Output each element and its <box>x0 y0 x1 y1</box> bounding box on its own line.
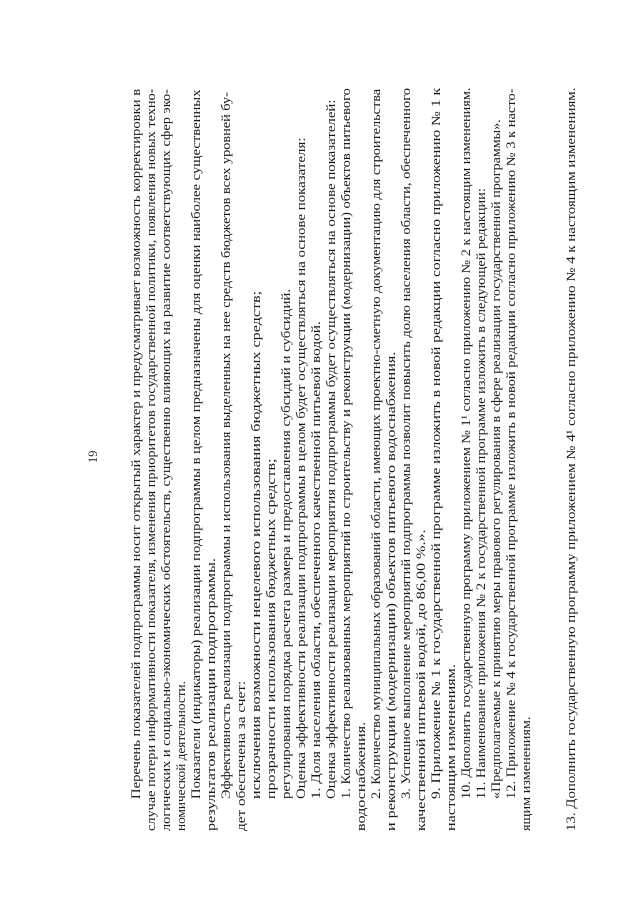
text-line: «Предполагаемые к принятию меры правового регулирования в сфере реализации государственной программы». <box>489 119 503 800</box>
text-line: Оценка эффективности реализации мероприятия подпрограммы будет осуществляться на основе показателей: <box>324 99 338 800</box>
text-line: логических и социально-экономических обстоятельств, существенно влияющих на развитие соответствующих сфер эко- <box>159 89 173 831</box>
text-line: номической деятельности. <box>174 681 188 831</box>
text-line: 1. Доля населения области, обеспеченного качественной питьевой водой. <box>309 321 323 799</box>
text-line: 11. Наименование приложения № 2 к государственной программе изложить в следующей редакции: <box>474 188 488 799</box>
text-line: Оценка эффективности реализации подпрограммы в целом будет осуществляться на основе показателя: <box>294 137 308 799</box>
page-number: 19 <box>86 450 100 463</box>
text-line: исключения возможности нецелевого использования бюджетных средств; <box>249 290 263 799</box>
text-line: 9. Приложение № 1 к государственной программе изложить в новой редакции согласно приложению № 1 к <box>429 87 443 800</box>
text-line: 3. Успешное выполнение мероприятий подпрограммы позволит повысить долю населения области, обеспеченного <box>399 87 413 799</box>
text-line: 1. Количество реализованных мероприятий по строительству и реконструкции (модернизации) объектов питьевого <box>339 88 353 799</box>
text-line: 2. Количество муниципальных образований области, имеющих проектно-сметную документацию для строительства <box>369 88 383 799</box>
text-line: настоящим изменениям. <box>444 664 458 831</box>
text-line: и реконструкции (модернизации) объектов питьевого водоснабжения. <box>384 351 398 831</box>
text-line: 12. Приложение № 4 к государственной программе изложить в новой редакции согласно приложению № 3 к насто- <box>504 88 518 800</box>
text-line: качественной питьевой водой, до 86,00 %.». <box>414 529 428 831</box>
text-line: регулирования порядка расчета размера и предоставления субсидий и субсидий. <box>279 288 293 799</box>
text-line: Эффективность реализации подпрограммы и использования выделенных на нее средств бюджетов всех уровней бу- <box>219 92 233 799</box>
text-line: Показатели (индикаторы) реализации подпрограммы в целом предназначены для оценки наиболее существенных <box>189 89 203 799</box>
text-line: прозрачности использования бюджетных средств; <box>264 458 278 799</box>
text-line: дет обеспечена за счет: <box>234 680 248 831</box>
text-line: результатов реализации подпрограммы. <box>204 558 218 831</box>
text-line: 10. Дополнить государственную программу приложением № 1¹ согласно приложению № 2 к настоящим изменениям. <box>459 87 473 799</box>
text-line: 13. Дополнить государственную программу приложением № 4¹ согласно приложению № 4 к настоящим изменениям. <box>564 87 578 832</box>
text-line: случае потери информативности показателя, изменения приоритетов государственной политики, появления новых техно- <box>144 88 158 832</box>
text-line: водоснабжения. <box>354 721 368 831</box>
text-line: Перечень показателей подпрограммы носит открытый характер и предусматривает возможность корректировки в <box>129 88 143 799</box>
text-line: ящим изменениям. <box>519 716 533 831</box>
